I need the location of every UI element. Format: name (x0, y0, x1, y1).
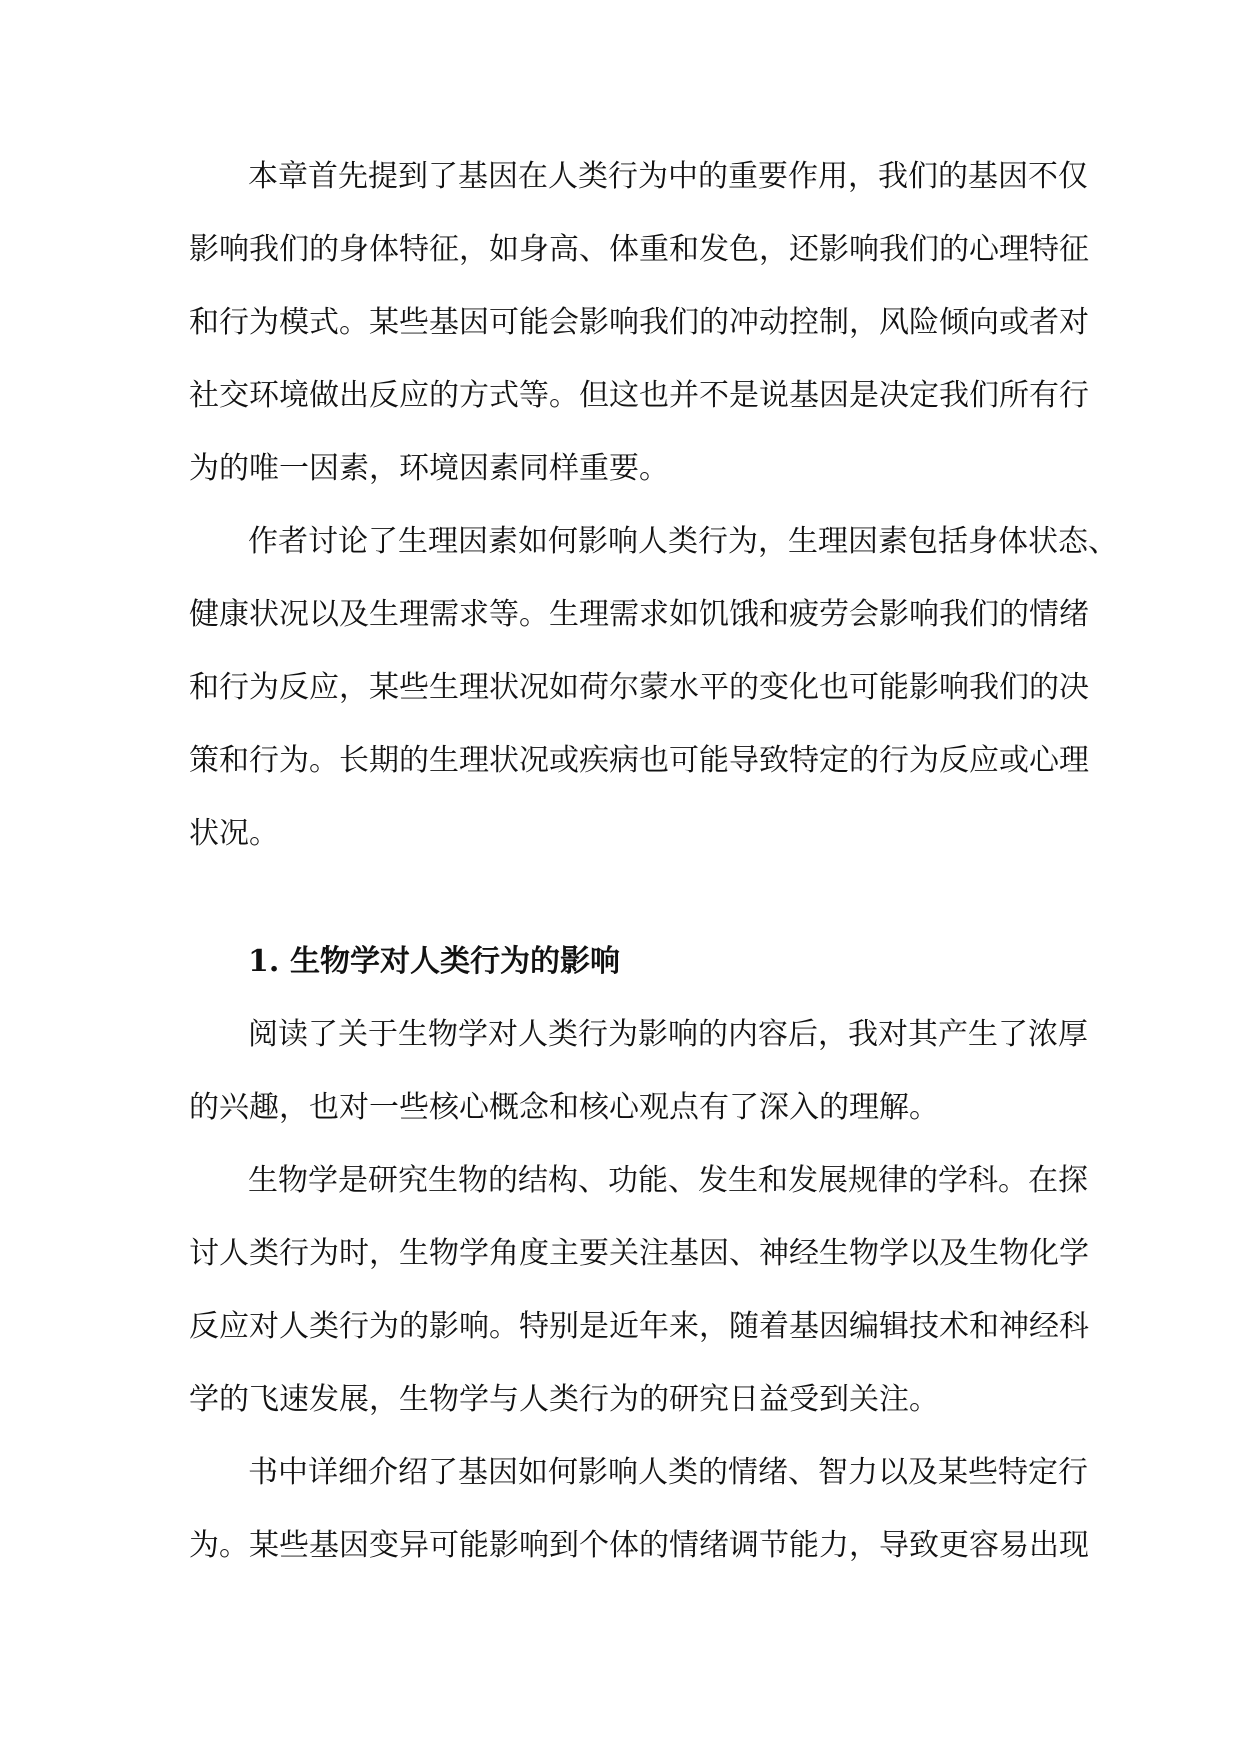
paragraph-5 (189, 1436, 1089, 1582)
text-line: 为。某些基因变异可能影响到个体的情绪调节能力，导致更容易出现 (189, 1528, 1089, 1563)
text-line: 健康状况以及生理需求等。生理需求如饥饿和疲劳会影响我们的情绪 (189, 597, 1089, 632)
text-line: 阅读了关于生物学对人类行为影响的内容后，我对其产生了浓厚 (248, 1017, 1088, 1052)
paragraph-2 (189, 505, 1118, 870)
section-number: 1. (248, 944, 280, 979)
text-line: 讨人类行为时，生物学角度主要关注基因、神经生物学以及生物化学 (189, 1236, 1089, 1271)
text-line: 书中详细介绍了基因如何影响人类的情绪、智力以及某些特定行 (248, 1455, 1088, 1490)
document-page (189, 140, 1118, 1582)
text-line: 和行为模式。某些基因可能会影响我们的冲动控制，风险倾向或者对 (189, 305, 1089, 340)
text-line: 社交环境做出反应的方式等。但这也并不是说基因是决定我们所有行 (189, 378, 1089, 413)
section-heading (189, 925, 1055, 998)
section-title: 生物学对人类行为的影响 (290, 944, 620, 979)
text-line: 生物学是研究生物的结构、功能、发生和发展规律的学科。在探 (248, 1163, 1088, 1198)
text-line: 本章首先提到了基因在人类行为中的重要作用，我们的基因不仅 (248, 159, 1088, 194)
paragraph-4 (189, 1144, 1089, 1436)
paragraph-3 (189, 998, 1088, 1144)
text-line: 为的唯一因素，环境因素同样重要。 (189, 451, 669, 486)
paragraph-1 (189, 140, 1089, 505)
text-line: 状况。 (189, 816, 279, 851)
text-line: 的兴趣，也对一些核心概念和核心观点有了深入的理解。 (189, 1090, 939, 1125)
text-line: 影响我们的身体特征，如身高、体重和发色，还影响我们的心理特征 (189, 232, 1089, 267)
text-line: 策和行为。长期的生理状况或疾病也可能导致特定的行为反应或心理 (189, 743, 1089, 778)
text-line: 作者讨论了生理因素如何影响人类行为，生理因素包括身体状态、 (248, 524, 1118, 559)
text-line: 学的飞速发展，生物学与人类行为的研究日益受到关注。 (189, 1382, 939, 1417)
text-line: 和行为反应，某些生理状况如荷尔蒙水平的变化也可能影响我们的决 (189, 670, 1089, 705)
text-line: 反应对人类行为的影响。特别是近年来，随着基因编辑技术和神经科 (189, 1309, 1089, 1344)
